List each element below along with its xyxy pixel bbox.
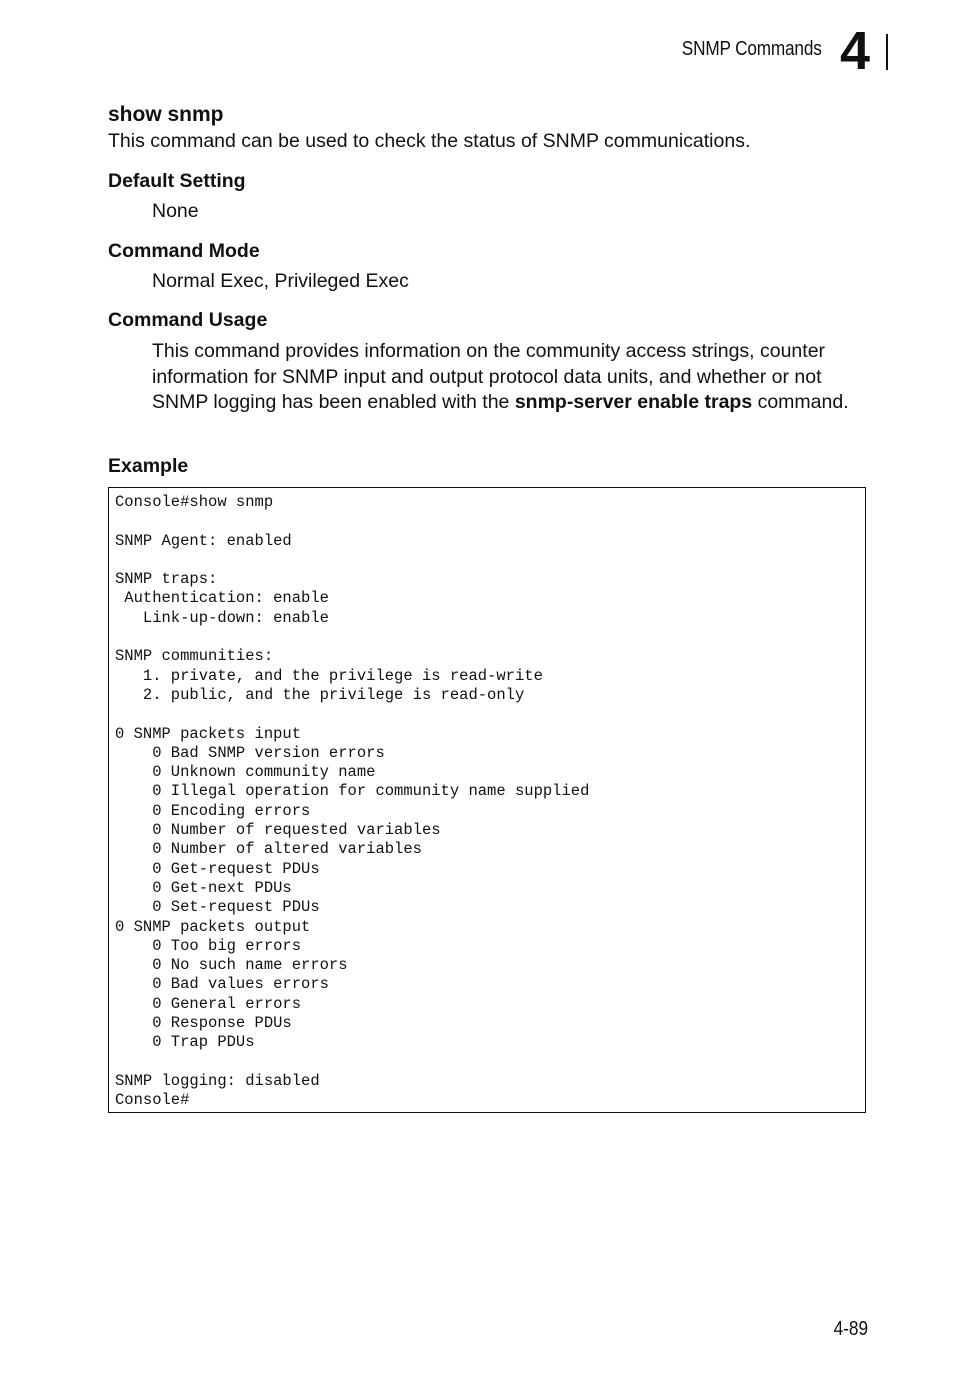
command-usage-text (152, 339, 872, 416)
command-mode-heading: Command Mode (108, 240, 260, 262)
usage-text-after: command. (752, 391, 849, 413)
example-heading: Example (108, 455, 189, 477)
chapter-tab-bar (886, 34, 888, 70)
example-code-box (108, 487, 866, 1113)
default-setting-text: None (152, 200, 199, 222)
command-usage-heading: Command Usage (108, 309, 268, 331)
chapter-number: 4 (840, 21, 869, 81)
usage-bold-command: snmp-server enable traps (514, 391, 753, 413)
running-header-title: SNMP Commands (682, 38, 822, 60)
command-mode-text: Normal Exec, Privileged Exec (152, 270, 409, 292)
example-code: Console#show snmp SNMP Agent: enabled SNMP traps: Authentication: enable Link-up-down: enable SNMP communities: 1. private, and the privilege is read-write 2. public, and the privilege is read-only 0 SNMP packets input 0 Bad SNMP version errors 0 Unknown community name 0 Illegal operation for community name supplied 0 Encoding errors 0 Number of requested variables 0 Number of altered variables 0 Get-request PDUs 0 Get-next PDUs 0 Set-request PDUs 0 SNMP packets output 0 Too big errors 0 No such name errors 0 Bad values errors 0 General errors 0 Response PDUs 0 Trap PDUs SNMP logging: disabled Console# (115, 493, 590, 1110)
page-number: 4-89 (833, 1318, 868, 1340)
command-title: show snmp (108, 103, 224, 126)
default-setting-heading: Default Setting (108, 170, 246, 192)
usage-text-before: This command provides information on the community access strings, counter information for SNMP input and output protocol data units, and whether or not SNMP logging has been enabled with the (152, 340, 826, 413)
command-description: This command can be used to check the status of SNMP communications. (108, 130, 751, 152)
